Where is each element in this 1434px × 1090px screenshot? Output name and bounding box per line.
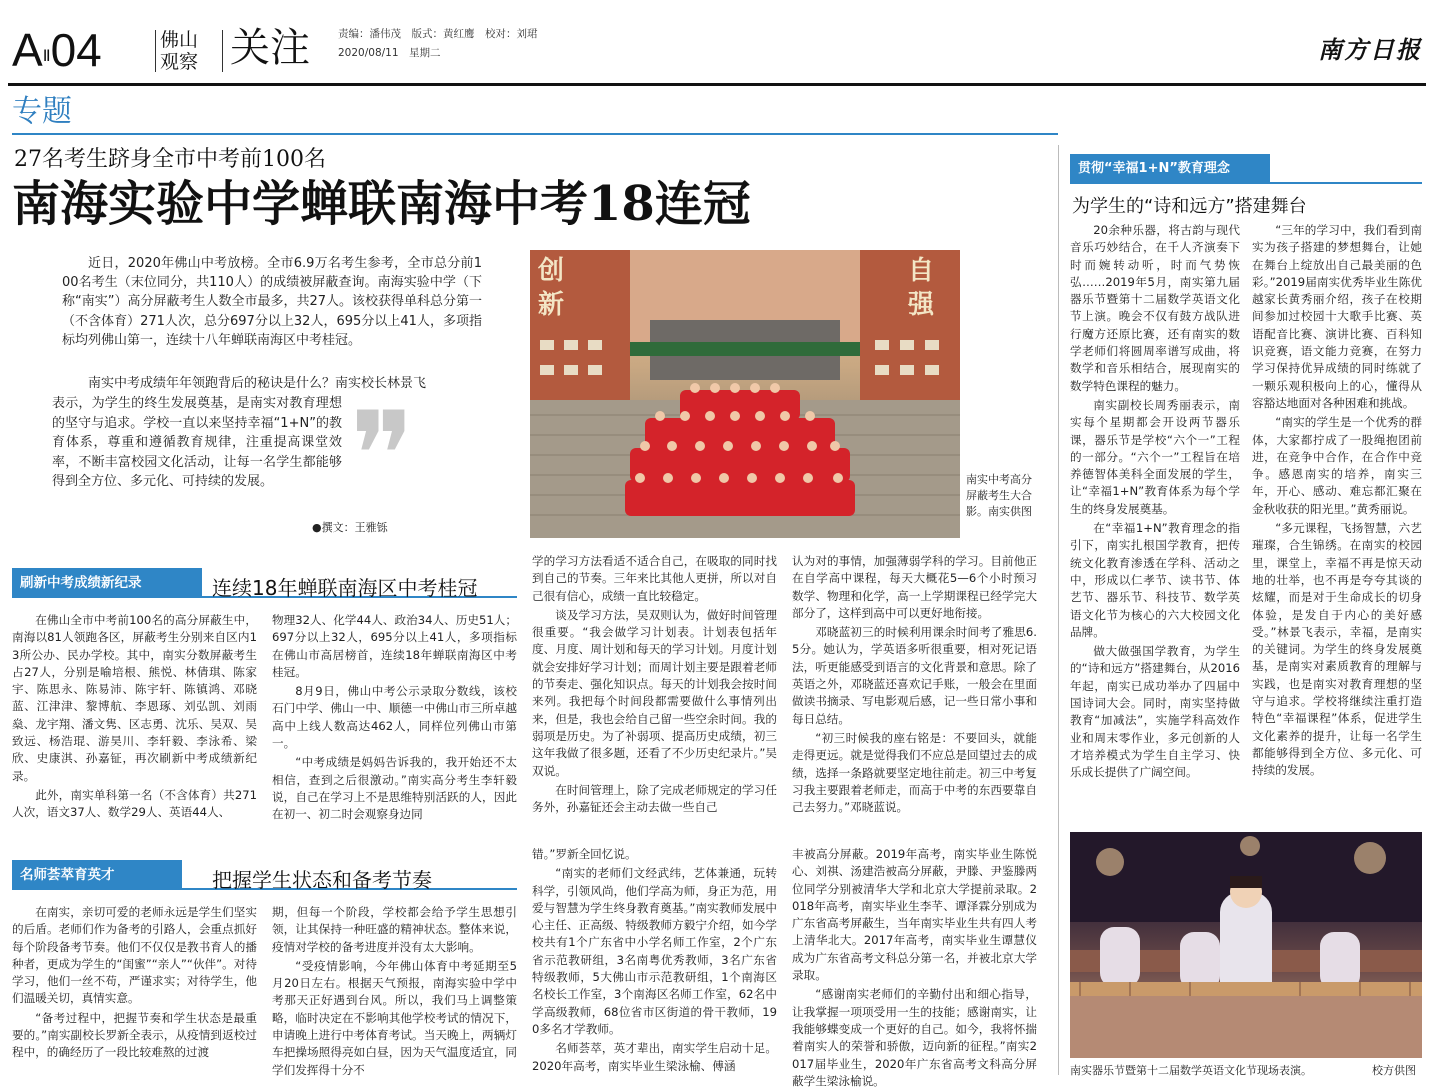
article-lead-3 [52,394,342,518]
section2-col2: 期，但每一个阶段，学校都会给予学生思想引领，让其保持一种旺盛的精神状态。整体来说，疫情对学校的备考进度并没有太大影响。 “受疫情影响，今年佛山体育中考延期至5月20日左右。根据天气预报，南海实验中学中考那天正好遇到台风。所以，我们马上调整策略，临时决定在不影响其他学校考试的情况下，申请晚上进行中考体育考试。当天晚上，两辆灯车把操场照得亮如白昼，因为天气温度适宜，同学们发挥得十分不 [272,905,517,1077]
sidebar-rule [1070,182,1422,184]
section-tag: 刷新中考成绩新纪录 [12,568,202,598]
photo-caption: 南实中考高分屏蔽考生大合影。南实供图 [966,473,1032,518]
byline: ●撰文：王雅铄 [312,521,388,534]
article-lead-2 [62,374,482,396]
sidebar-heading: 为学生的“诗和远方”搭建舞台 [1072,196,1307,217]
concert-credit: 校方供图 [1372,1064,1416,1077]
section1-col4: 认为对的事情，加强薄弱学科的学习。目前他正在自学高中课程，每天大概花5—6个小时预习数学、物理和化学，高一上学期课程已经学完大部分了，这样到高中可以更好地衔接。 邓晓蓝初三的时候利用课余时间考了雅思6.5分。她认为，学英语多听很重要，相对死记语法，听更能感受到语言的文化背景和意思。除了英语之外，邓晓蓝还喜欢记手账，一般会在里面做读书摘录、写电影观后感，记一些日常小事和每日总结。 “初三时候我的座右铭是：不要回头，就能走得更远。就是觉得我们不应总是回望过去的成绩，选择一条路就要坚定地往前走。初三中考复习我主要跟着老师走，而高于中考的东西要靠自己去努力。”邓晓蓝说。 [792,554,1037,815]
section-heading: 连续18年蝉联南海区中考桂冠 [212,576,478,600]
concert-illustration [1070,832,1422,1058]
section2-col1: 在南实，亲切可爱的老师永远是学生们坚实的后盾。老师们作为备考的引路人，会重点抓好每个阶段备考节奏。他们不仅仅是教书育人的播种者，更成为学生的“闺蜜”“亲人”“伙伴”。对待学习，他们一丝不苟，严谨求实；对待学生，他们温暖关切，真情实意。 “备考过程中，把握节奏和学生状态是最重要的。”南实副校长罗新全表示，从疫情到返校过程中，的确经历了一段比较难熬的过渡 [12,905,257,1060]
lead-paragraph: 表示，为学生的终生发展奠基，是南实对教育理想的坚守与追求。学校一直以来坚持幸福“1+N”的教育体系，尊重和遵循教育规律，注重提高课堂效率，不断丰富校园文化活动，让每一名学生都能够得到全方位、多元化、可持续的发展。 [52,396,342,490]
article-lead [62,254,482,378]
section2-col4: 丰被高分屏蔽。2019年高考，南实毕业生陈悦心、刘祺、汤建浩被高分屏蔽，尹滕、尹鉴滕两位同学分别被清华大学和北京大学提前录取。2018年高考，南实毕业生李芊、谭泽霖分别成为广东省高考屏蔽生，当年南实毕业生共有四人考上清华北大。2017年高考，南实毕业生谭慧仪成为广东省高考文科总分第一名，并被北京大学录取。 “感谢南实老师们的辛勤付出和细心指导，让我掌握一项项受用一生的技能；感谢南实，让我能够蝶变成一个更好的自己。如今，我将怀揣着南实人的荣誉和骄傲，迈向新的征程。”南实2017届毕业生，2020年广东省高考文科高分屏蔽学生梁泳榆说。 [792,847,1037,1088]
header-divider [155,30,156,72]
date-line: 2020/08/11 星期二 [338,47,441,59]
sidebar-divider [1058,145,1059,1075]
section-label: 佛山 观察 [160,29,199,73]
topic-label: 专题 [12,94,72,129]
page-number: AⅡ04 [12,24,102,76]
sidebar-col1: 20余种乐器，将古韵与现代音乐巧妙结合，在千人齐演奏下时而婉转动听，时而气势恢弘……2019年5月，南实第九届器乐节暨第十二届数学英语文化节上演。晚会不仅有鼓方战队进行魔方还原比赛，还有南实的数学老师们将圆周率谱写成曲，将数学和音乐相结合，展现南实的数学特色课程的魅力。 南实副校长周秀丽表示，南实每个星期都会开设两节器乐课，器乐节是学校“六个一”工程的一部分。“六个一”工程旨在培养德智体美科全面发展的学生，让“幸福1+N”教育体系为每个学生的终身发展奠基。 在“幸福1+N”教育理念的指引下，南实扎根国学教育，把传统文化教育渗透在学科、活动之中，形成以仁孝节、读书节、体艺节、器乐节、科技节、数学英语文化节为核心的六大校园文化品牌。 做大做强国学教育，为学生的“诗和远方”搭建舞台，从2016年起，南实已成功举办了四届中国诗词大会。同时，南实坚持做教育“加减法”，实施学科高效作业和周末零作业，多元创新的人才培养模式为学生自主学习、快乐成长提供了广阔空间。 [1070,223,1240,780]
section-heading: 把握学生状态和备考节奏 [212,868,432,892]
article-subtitle: 27名考生跻身全市中考前100名 [14,147,326,172]
topic-underline [12,133,1058,135]
section1-col3: 学的学习方法看适不适合自己，在吸取的同时找到自己的节奏。三年来比其他人更拼，所以对自己很有信心，成绩一直比较稳定。 谈及学习方法，吴双则认为，做好时间管理很重要。“我会做学习计划表。计划表包括年度、月度、周计划和每天的学习计划。月度计划就会安排好学习计划；而周计划主要是跟着老师的节奏走、强化知识点。每天的计划我会按时间来列。我把每个时间段都需要做什么事情列出来，但是，我也会给自己留一些空余时间。我的弱项是历史。为了补弱项、提高历史成绩，初三这年我做了很多题，还看了不少历史纪录片。”吴双说。 在时间管理上，除了完成老师规定的学习任务外，孙嘉钲还会主动去做一些自己 [532,554,777,815]
editors-line: 责编：潘伟茂 版式：黄红鹰 校对：刘珺 [338,28,538,40]
section-tag: 名师荟萃育英才 [12,860,182,890]
section1-col2: 物理32人、化学44人、政治34人、历史51人；697分以上32人，695分以上41人，多项指标在佛山市高居榜首，连续18年蝉联南海区中考桂冠。 8月9日，佛山中考公示录取分数线，该校石门中学、佛山一中、顺德一中佛山市三所卓越高中上线人数高达462人，同样位列佛山市第一。 “中考成绩是妈妈告诉我的，我开始还不太相信，查到之后很激动。”南实高分考生李轩毅说，自己在学习上不是思维特别活跃的人，因此在初一、初二时会观察身边同 [272,613,517,822]
lead-paragraph: 南实中考成绩年年领跑背后的秘诀是什么？南实校长林景飞 [88,376,427,391]
sidebar-col2: “三年的学习中，我们看到南实为孩子搭建的梦想舞台，让她在舞台上绽放出自己最美丽的色彩。”2019届南实优秀毕业生陈优越家长黄秀丽介绍，孩子在校期间参加过校园十大歌手比赛、英语配音比赛、演讲比赛、百科知识竞赛，语文能力竞赛，在努力学习保持优异成绩的同时练就了一颗乐观积极向上的心，懂得从容豁达地面对各种困难和挑战。 “南实的学生是一个优秀的群体，大家都拧成了一股绳抱团前进，在竞争中合作，在合作中竞争。感恩南实的培养，南实三年，开心、感动、难忘都汇聚在金秋收获的阳光里。”黄秀丽说。 “多元课程，飞扬智慧，六艺璀璨，合生锦绣。在南实的校园里，课堂上，幸福不再是惊天动地的壮举，也不再是夸夸其谈的炫耀，而是对于生命成长的切身体验，是发自于内心的美好感受。”林景飞表示，幸福，是南实的关键词。为学生的终身发展奠基，是南实对素质教育的理解与实践，也是南实对教育理想的坚守与追求。学校将继续注重打造特色“幸福课程”体系，促进学生文化素养的提升，让每一名学生都能够得到全方位、多元化、可持续的发展。 [1252,223,1422,778]
article-title: 南海实验中学蝉联南海中考18连冠 [12,176,751,232]
section2-col3: 错。”罗新全回忆说。 “南实的老师们文经武纬，艺体兼通，玩转科学，引领风尚，他们学高为师，身正为范，用爱与智慧为学生终身教育奠基。”南实教师发展中心主任、正高级、特级教师方毅宁介绍，如今学校共有1个广东省中小学名师工作室，2个广东省示范教研组，3名南粤优秀教师，3名广东省特级教师，5大佛山市示范教研组，1个南海区名校长工作室，3个南海区名师工作室，62名中学高级教师，68位省市区街道的骨干教师，190多名才学教师。 名师荟萃，英才辈出，南实学生启动十足。2020年高考，南实毕业生梁泳榆、傅涵 [532,847,777,1073]
section-name: 关注 [230,25,310,71]
group-photo [530,250,960,538]
lead-paragraph: 近日，2020年佛山中考放榜。全市6.9万名考生参考，全市总分前100名考生（末位同分，共110人）的成绩被屏蔽查询。南海实验中学（下称“南实”）高分屏蔽考生人数全市最多，共27人。该校获得单科总分第一（不含体育）271人次，总分697分以上32人，695分以上41人，多项指标均列佛山第一，连续十八年蝉联南海区中考桂冠。 [62,256,483,348]
header-divider [222,30,223,72]
header-rule [8,83,1426,86]
concert-photo [1070,832,1422,1058]
photo-text-left: 创 新 [538,256,565,320]
sidebar-tag: 贯彻“幸福1+N”教育理念 [1070,154,1270,184]
quote-mark-icon: ❞ [350,387,415,526]
photo-text-right: 自 强 [908,256,935,320]
section1-col1: 在佛山全市中考前100名的高分屏蔽生中，南海以81人领跑各区，屏蔽考生分别来自区内13所公办、民办学校。其中，南实分数屏蔽考生占27人，分别是喻培根、熊悦、林倩琪、陈家宇、陈思永、陈易沛、陈宇轩、陈镇鸿、邓晓蓝、江津津、黎博航、李恩琢、刘弘凯、刘雨燊、龙宇翔、潘文隽、区志勇、沈乐、吴双、吴致远、杨浩琨、游昊川、李轩毅、李泳希、梁欣、史康淇、孙嘉钲，再次刷新中考成绩新纪录。 此外，南实单科第一名（不含体育）共271人次，语文37人、数学29人、英语44人、 [12,613,257,820]
concert-caption: 南实器乐节暨第十二届数学英语文化节现场表演。 [1070,1064,1312,1077]
masthead-logo: 南方日报 [1318,35,1422,64]
